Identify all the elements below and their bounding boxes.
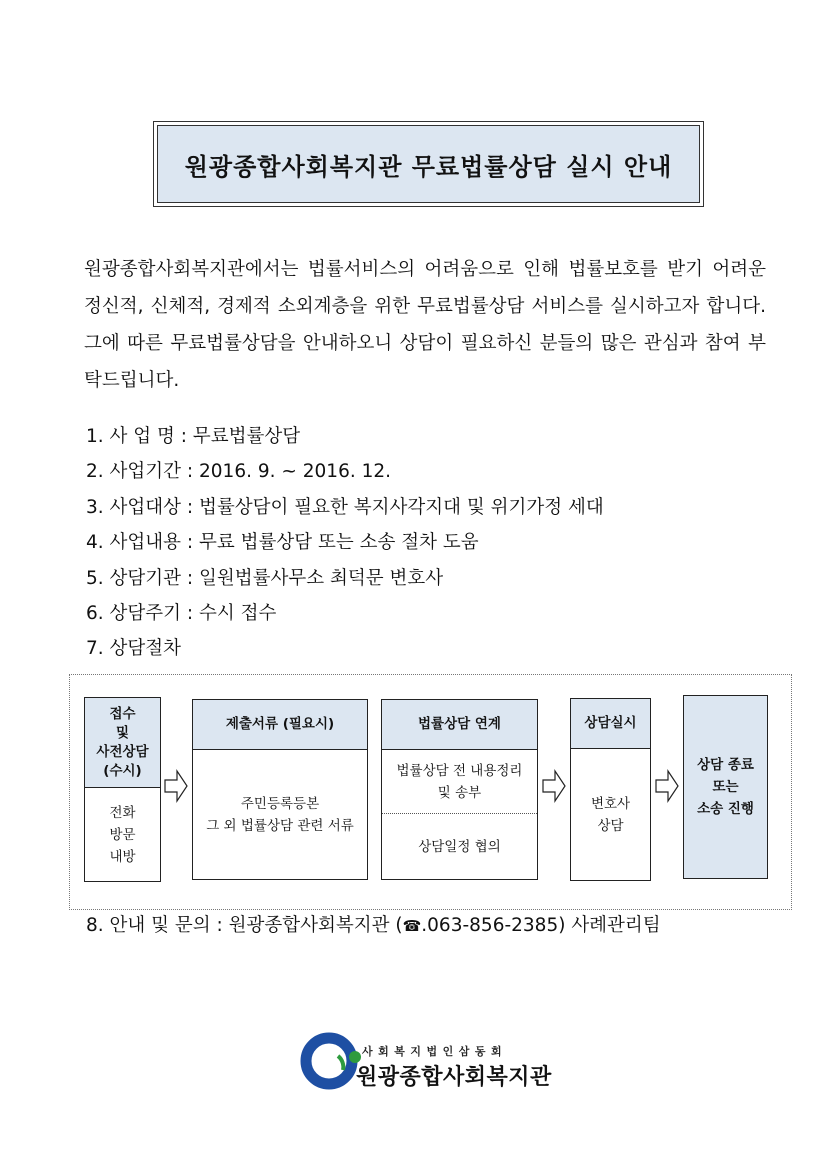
body-line: 주민등록등본 [240, 795, 320, 812]
flow-step-body [85, 788, 160, 881]
header-line: 및 [115, 724, 130, 741]
body-line: 그 외 법률상담 관련 서류 [206, 817, 354, 834]
flow-step-consultation [570, 698, 651, 881]
flow-step-body [684, 696, 767, 878]
flow-step-body [193, 750, 367, 879]
flow-step-body [382, 750, 537, 813]
flow-step-header: 법률상담 연계 [382, 700, 537, 750]
arrow-right-icon [542, 769, 566, 803]
logo-title: 원광종합사회복지관 [356, 1065, 552, 1090]
flow-step-header: 상담실시 [571, 699, 650, 749]
flow-step-header: 제출서류 (필요시) [193, 700, 367, 750]
arrow-right-icon [164, 769, 188, 803]
body-line: 상담 [597, 817, 624, 834]
list-item: 6. 상담주기 : 수시 접수 [86, 603, 277, 625]
inquiry-prefix: 8. 안내 및 문의 : 원광종합사회복지관 ( [86, 915, 403, 936]
flow-step-documents [192, 699, 368, 880]
flow-step-body-lower: 상담일정 협의 [382, 813, 537, 879]
list-item: 3. 사업대상 : 법률상담이 필요한 복지사각지대 및 위기가정 세대 [86, 496, 604, 518]
inquiry-line [86, 911, 661, 937]
body-line: 및 송부 [437, 784, 482, 801]
flow-step-completion [683, 695, 768, 879]
info-list [86, 419, 786, 667]
phone-icon: ☎ [402, 917, 422, 935]
list-item: 1. 사 업 명 : 무료법률상담 [86, 426, 301, 447]
header-line: 사전상담 [96, 743, 149, 760]
body-line: 전화 [109, 804, 136, 821]
header-line: 접수 [109, 705, 136, 722]
list-item: 2. 사업기간 : 2016. 9. ~ 2016. 12. [86, 461, 392, 483]
body-line: 소송 진행 [697, 801, 754, 817]
organization-logo [300, 1030, 570, 1100]
process-flow [69, 674, 792, 910]
flow-step-body [571, 749, 650, 880]
arrow-right-icon [655, 769, 679, 803]
list-item: 7. 상담절차 [86, 638, 182, 660]
flow-step-legal-link [381, 699, 538, 880]
document-title: 원광종합사회복지관 무료법률상담 실시 안내 [157, 125, 700, 203]
body-line: 상담 종료 [697, 757, 754, 773]
intro-paragraph: 원광종합사회복지관에서는 법률서비스의 어려움으로 인해 법률보호를 받기 어려운 정신적, 신체적, 경제적 소외계층을 위한 무료법률상담 서비스를 실시하고자 합니다. 그에 따른 무료법률상담을 안내하오니 상담이 필요하신 분들의 많은 관심과 참여 부탁드립니다. [84, 259, 766, 391]
list-item: 4. 사업내용 : 무료 법률상담 또는 소송 절차 도움 [86, 532, 479, 554]
body-line: 법률상담 전 내용정리 [396, 762, 523, 779]
logo-subtitle: 사회복지법인삼동회 [362, 1045, 508, 1058]
header-line: (수시) [103, 762, 142, 779]
title-box [153, 121, 704, 207]
flow-step-header [85, 698, 160, 788]
list-item: 5. 상담기관 : 일원법률사무소 최덕문 변호사 [86, 567, 444, 589]
body-line: 내방 [109, 848, 136, 865]
flow-step-intake [84, 697, 161, 882]
body-line: 변호사 [590, 795, 631, 812]
body-line: 또는 [712, 779, 739, 795]
inquiry-phone: .063-856-2385) 사례관리팀 [421, 915, 661, 936]
body-line: 방문 [109, 826, 136, 843]
